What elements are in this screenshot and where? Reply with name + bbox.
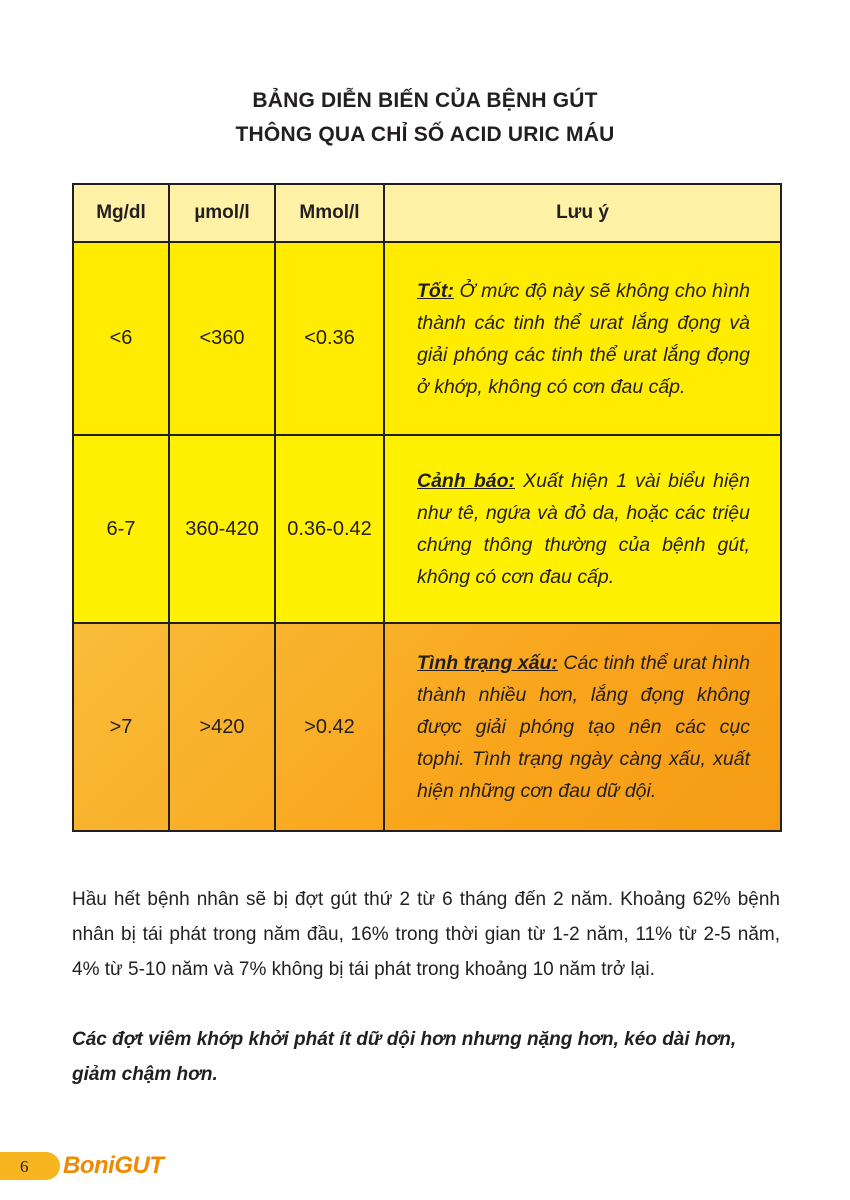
note-text: Các tinh thể urat hình thành nhiều hơn, lắng đọng không được giải phóng tạo nên các cục tophi. Tình trạng ngày càng xấu, xuất hiện những cơn đau dữ dội. [417, 652, 751, 802]
document-title [0, 84, 850, 152]
note-text: Ở mức độ này sẽ không cho hình thành các tinh thể urat lắng đọng và giải phóng các tinh thể urat lắng đọng ở khớp, không có cơn đau cấp. [417, 279, 750, 398]
cell-mgdl: >7 [73, 623, 169, 831]
cell-umol: >420 [169, 623, 275, 831]
cell-mmol: >0.42 [275, 623, 384, 831]
cell-umol: 360-420 [169, 435, 275, 623]
note-label: Tốt: [417, 279, 454, 302]
header-mgdl: Mg/dl [73, 184, 169, 242]
table-header-row [73, 184, 781, 242]
table-row [73, 623, 781, 831]
brand-logo: BoniGUT [63, 1152, 164, 1179]
title-line-2: THÔNG QUA CHỈ SỐ ACID URIC MÁU [235, 123, 615, 146]
cell-mgdl: <6 [73, 242, 169, 435]
cell-mmol: <0.36 [275, 242, 384, 435]
cell-note [384, 242, 781, 435]
emphasis-paragraph: Các đợt viêm khớp khởi phát ít dữ dội hơn nhưng nặng hơn, kéo dài hơn, giảm chậm hơn. [72, 1029, 737, 1085]
header-umol: µmol/l [169, 184, 275, 242]
header-mmol: Mmol/l [275, 184, 384, 242]
note-label: Cảnh báo: [417, 470, 515, 492]
note-label: Tình trạng xấu: [417, 652, 558, 674]
cell-note [384, 435, 781, 623]
uric-acid-table [72, 183, 782, 832]
note-text: Xuất hiện 1 vài biểu hiện như tê, ngứa và đỏ da, hoặc các triệu chứng thông thường của bệnh gút, không có cơn đau cấp. [417, 470, 750, 588]
header-note: Lưu ý [384, 184, 781, 242]
cell-mgdl: 6-7 [73, 435, 169, 623]
table-row [73, 435, 781, 623]
body-paragraph: Hầu hết bệnh nhân sẽ bị đợt gút thứ 2 từ 6 tháng đến 2 năm. Khoảng 62% bệnh nhân bị tái phát trong năm đầu, 16% trong thời gian từ 1-2 năm, 11% từ 2-5 năm, 4% từ 5-10 năm và 7% không bị tái phát trong khoảng 10 năm trở lại. [72, 889, 780, 980]
page-number: 6 [20, 1157, 29, 1176]
cell-note [384, 623, 781, 831]
table-row [73, 242, 781, 435]
page-tab-decoration [0, 1152, 60, 1180]
cell-mmol: 0.36-0.42 [275, 435, 384, 623]
title-line-1: BẢNG DIỄN BIẾN CỦA BỆNH GÚT [252, 89, 598, 112]
cell-umol: <360 [169, 242, 275, 435]
